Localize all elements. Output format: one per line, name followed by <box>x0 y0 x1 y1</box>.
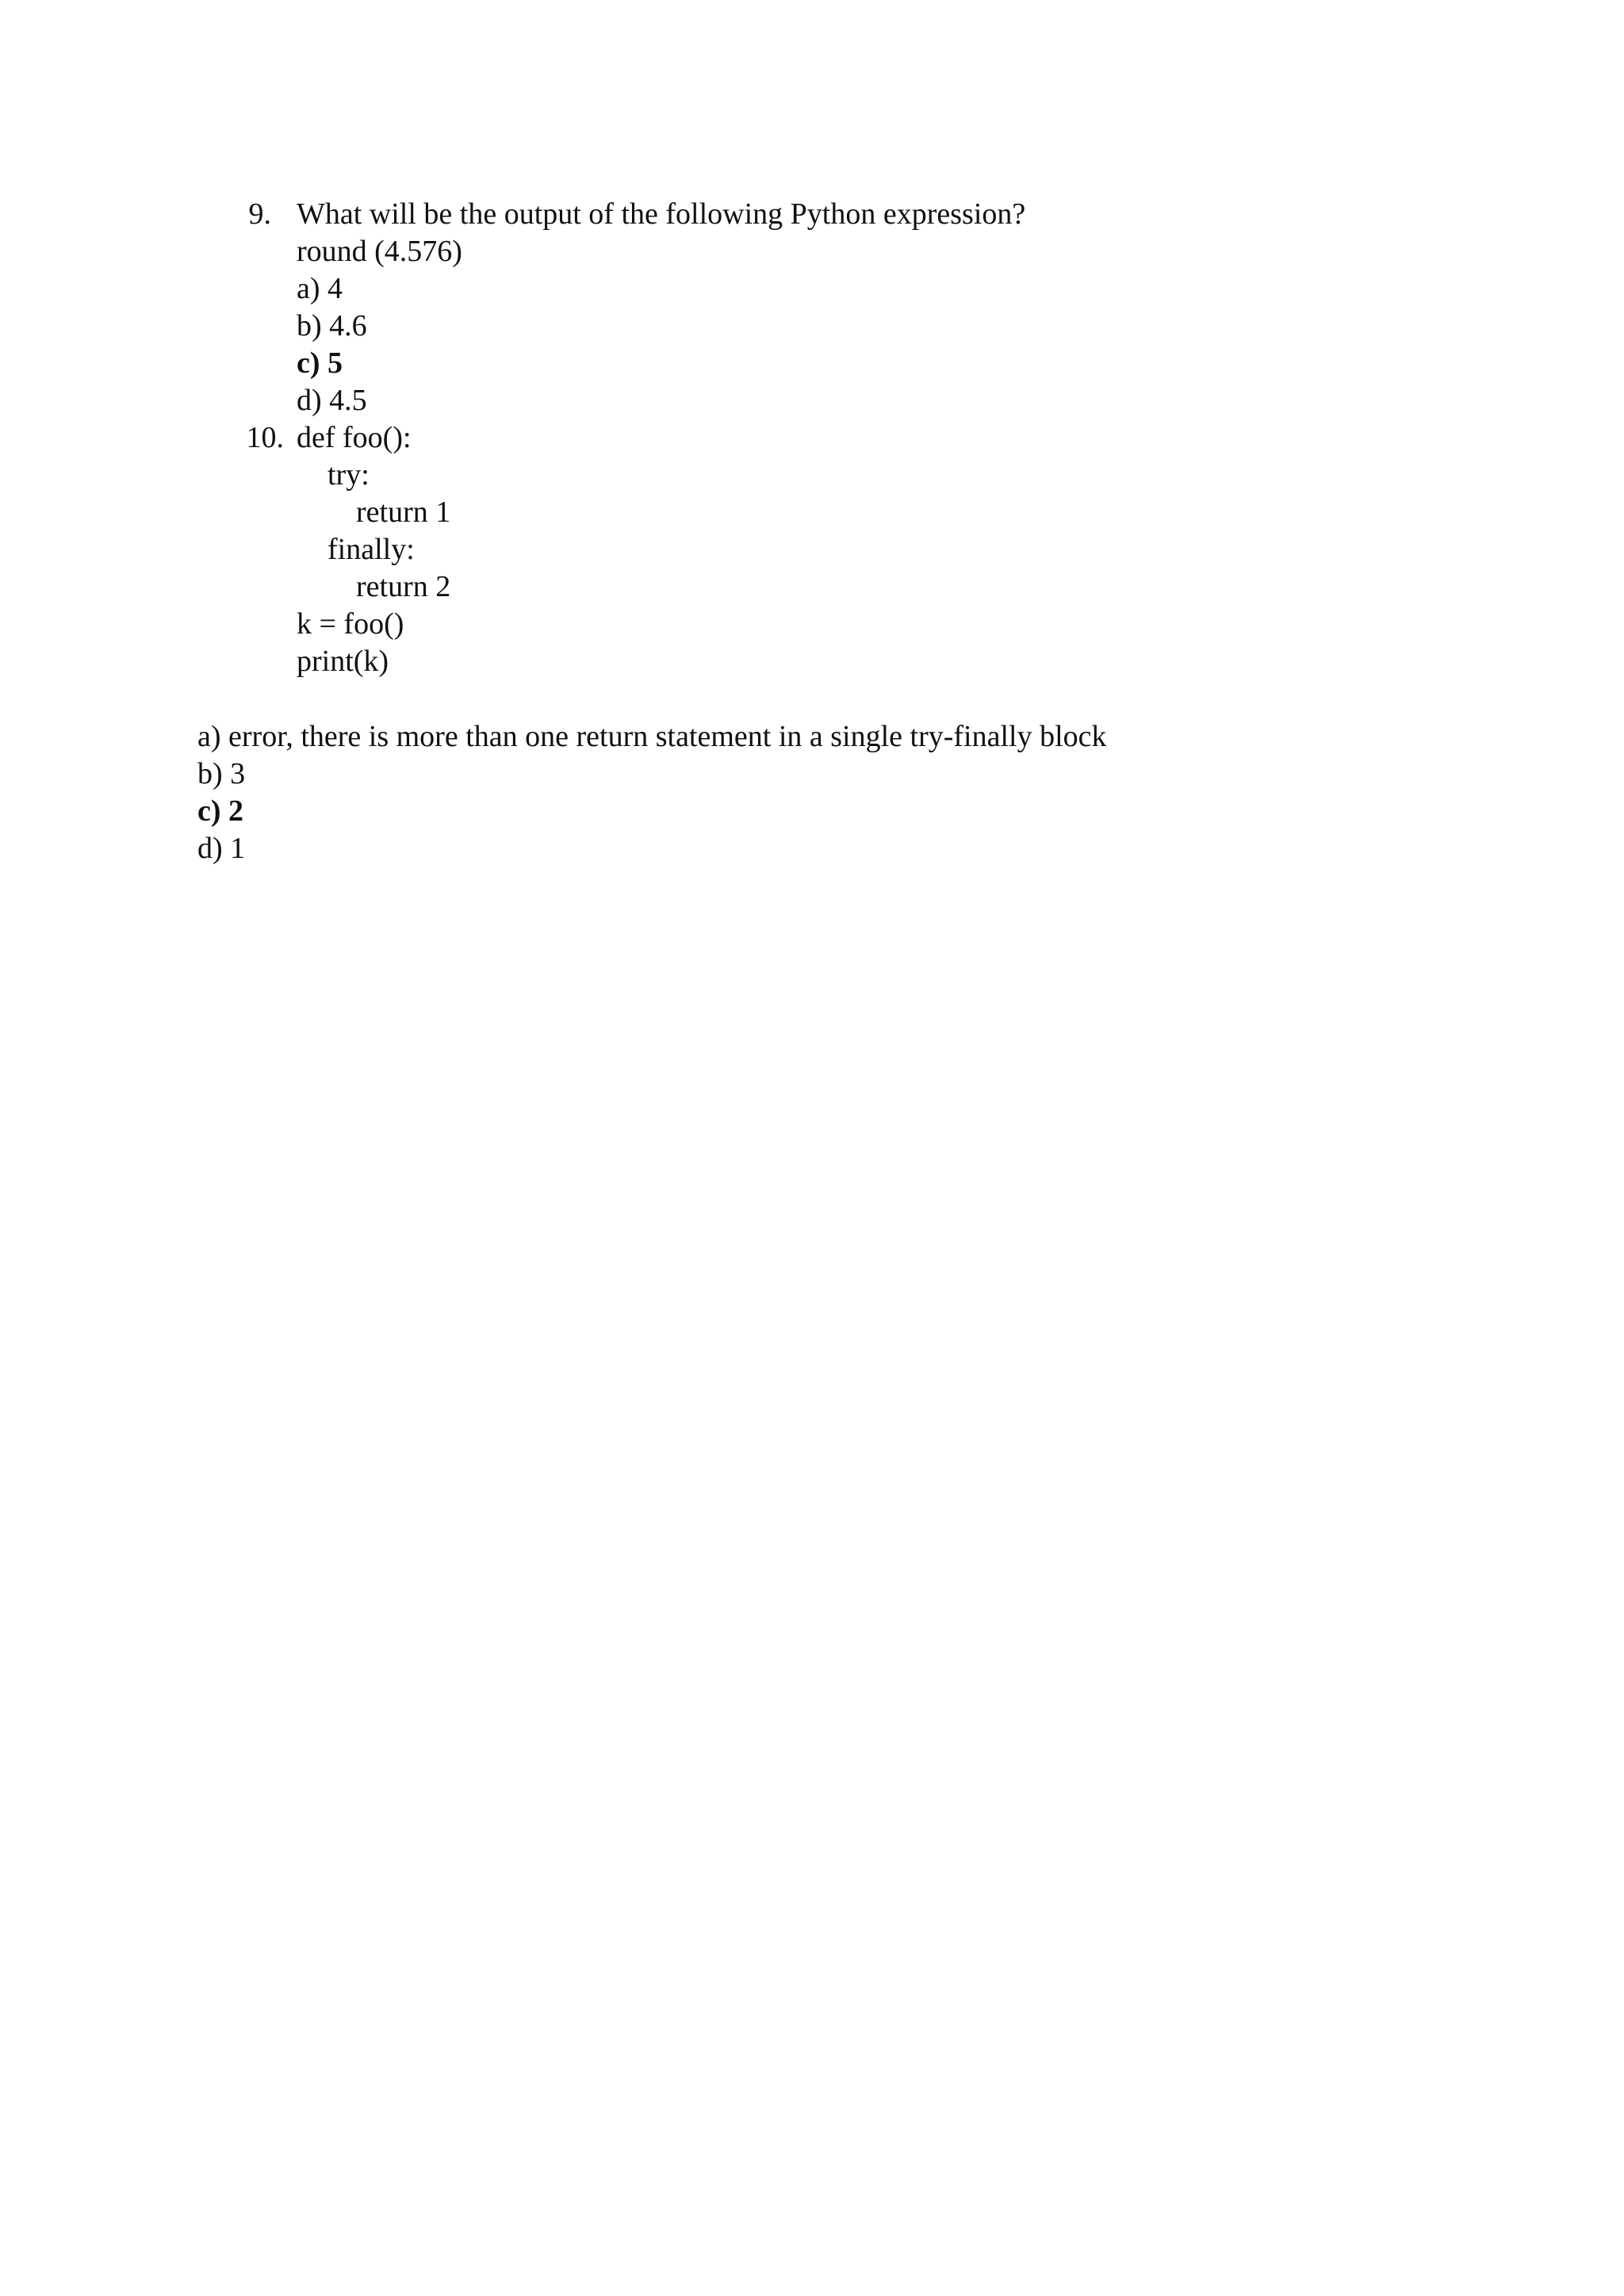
code-line-print: print(k) <box>297 645 389 678</box>
question-9-option-c-correct: c) 5 <box>297 346 343 380</box>
code-line-finally: finally: <box>327 533 415 566</box>
code-line-return-2: return 2 <box>356 570 451 603</box>
question-10-option-d: d) 1 <box>197 832 246 865</box>
question-10-option-a: a) error, there is more than one return statement in a single try-finally block <box>197 720 1107 753</box>
question-9-option-b: b) 4.6 <box>297 309 367 342</box>
code-line-try: try: <box>327 458 370 492</box>
code-line-assign: k = foo() <box>297 607 404 641</box>
question-10-option-c-correct: c) 2 <box>197 794 244 828</box>
question-9-number: 9. <box>248 197 271 231</box>
question-9-expression: round (4.576) <box>297 235 462 268</box>
question-10-number: 10. <box>246 421 284 454</box>
code-line-return-1: return 1 <box>356 496 451 529</box>
question-9-option-a: a) 4 <box>297 272 343 305</box>
question-9-option-d: d) 4.5 <box>297 384 367 417</box>
question-10-option-b: b) 3 <box>197 757 246 790</box>
question-9-text: What will be the output of the following Python expression? <box>297 197 1026 231</box>
code-line-def: def foo(): <box>297 421 412 454</box>
